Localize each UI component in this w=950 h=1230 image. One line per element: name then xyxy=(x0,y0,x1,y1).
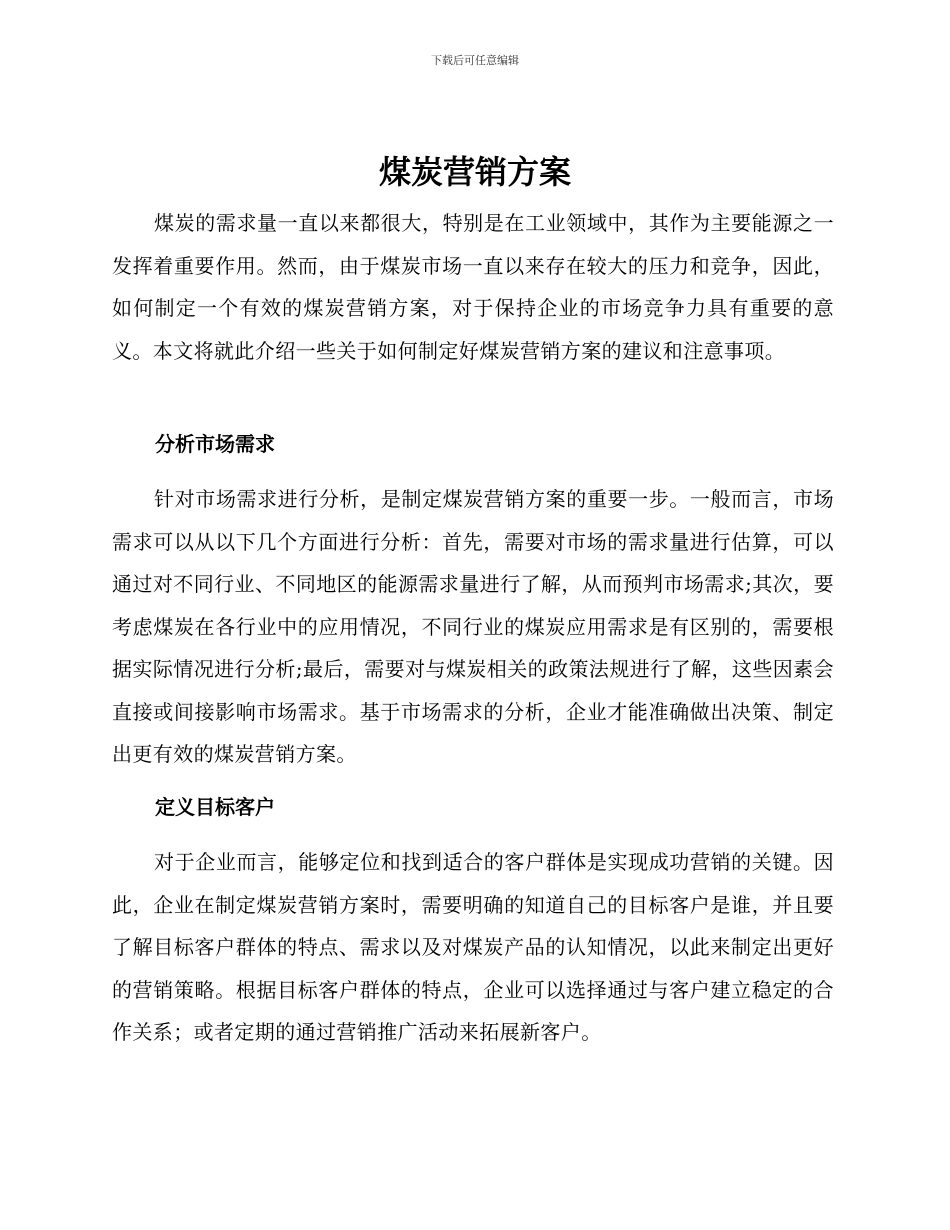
header-note: 下载后可任意编辑 xyxy=(431,54,519,67)
section-heading-market-demand: 分析市场需求 xyxy=(155,432,275,456)
section-heading-target-customers: 定义目标客户 xyxy=(155,795,275,819)
section-body-target-customers: 对于企业而言，能够定位和找到适合的客户群体是实现成功营销的关键。因此，企业在制定煤炭营销方案时，需要明确的知道自己的目标客户是谁，并且要了解目标客户群体的特点、需求以及对煤炭产品的认知情况，以此来制定出更好的营销策略。根据目标客户群体的特点，企业可以选择通过与客户建立稳定的合作关系；或者定期的通过营销推广活动来拓展新客户。 xyxy=(112,850,834,1044)
intro-paragraph: 煤炭的需求量一直以来都很大，特别是在工业领域中，其作为主要能源之一发挥着重要作用。然而，由于煤炭市场一直以来存在较大的压力和竞争，因此，如何制定一个有效的煤炭营销方案，对于保持企业的市场竞争力具有重要的意义。本文将就此介绍一些关于如何制定好煤炭营销方案的建议和注意事项。 xyxy=(112,211,834,363)
document-title: 煤炭营销方案 xyxy=(378,153,571,191)
section-body-market-demand: 针对市场需求进行分析，是制定煤炭营销方案的重要一步。一般而言，市场需求可以从以下几个方面进行分析：首先，需要对市场的需求量进行估算，可以通过对不同行业、不同地区的能源需求量进行了解，从而预判市场需求;其次，要考虑煤炭在各行业中的应用情况，不同行业的煤炭应用需求是有区别的，需要根据实际情况进行分析;最后，需要对与煤炭相关的政策法规进行了解，这些因素会直接或间接影响市场需求。基于市场需求的分析，企业才能准确做出决策、制定出更有效的煤炭营销方案。 xyxy=(112,487,834,766)
